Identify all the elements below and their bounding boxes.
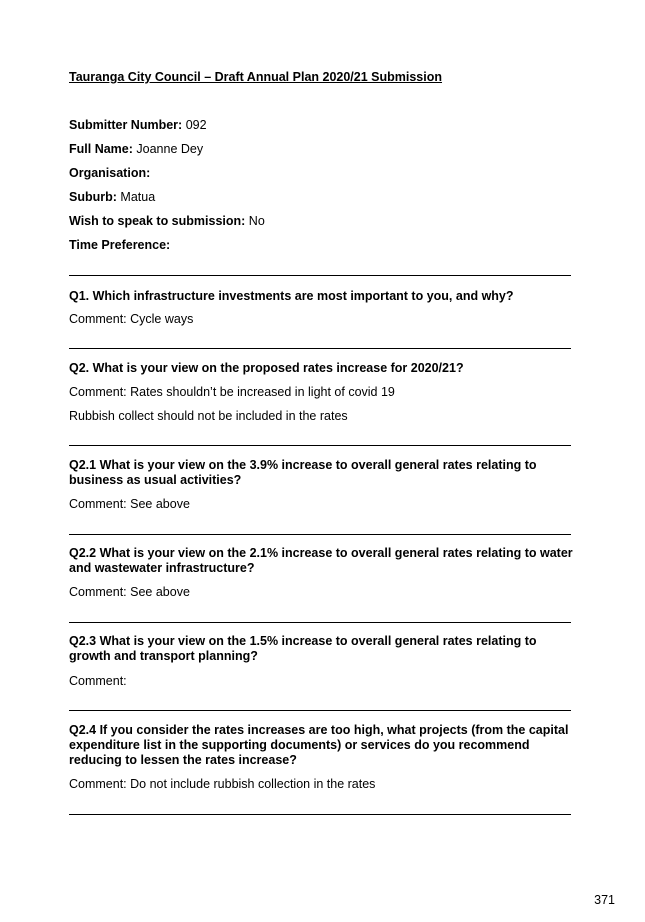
field-label: Full Name: bbox=[69, 142, 133, 156]
question-q2-2: Q2.2 What is your view on the 2.1% increase to overall general rates relating to water and wastewater infrastructure? bbox=[69, 546, 573, 575]
field-suburb bbox=[69, 190, 155, 205]
field-label: Wish to speak to submission: bbox=[69, 214, 246, 228]
field-label: Time Preference: bbox=[69, 238, 171, 252]
field-label: Submitter Number: bbox=[69, 118, 183, 132]
comment-q1: Comment: Cycle ways bbox=[69, 312, 194, 326]
field-submitter-number bbox=[69, 118, 207, 133]
field-value: No bbox=[248, 214, 265, 228]
page-number: 371 bbox=[594, 893, 615, 907]
comment-q2: Comment: Rates shouldn’t be increased in light of covid 19 bbox=[69, 385, 395, 399]
field-label: Organisation: bbox=[69, 166, 151, 180]
comment-q2-1: Comment: See above bbox=[69, 497, 190, 511]
field-label: Suburb: bbox=[69, 190, 117, 204]
field-value: 092 bbox=[185, 118, 207, 132]
field-value: Joanne Dey bbox=[136, 142, 204, 156]
divider bbox=[69, 275, 571, 276]
field-value: Matua bbox=[120, 190, 156, 204]
document-title: Tauranga City Council – Draft Annual Plan 2020/21 Submission bbox=[69, 70, 443, 84]
question-q2-3: Q2.3 What is your view on the 1.5% increase to overall general rates relating to growth and transport planning? bbox=[69, 634, 537, 663]
question-q1: Q1. Which infrastructure investments are most important to you, and why? bbox=[69, 289, 514, 303]
divider bbox=[69, 348, 571, 349]
divider bbox=[69, 445, 571, 446]
field-full-name bbox=[69, 142, 203, 157]
divider bbox=[69, 710, 571, 711]
question-q2-1: Q2.1 What is your view on the 3.9% increase to overall general rates relating to business as usual activities? bbox=[69, 458, 537, 487]
comment-q2-3: Comment: bbox=[69, 674, 127, 688]
field-organisation bbox=[69, 166, 150, 181]
question-q2-4: Q2.4 If you consider the rates increases are too high, what projects (from the capital expenditure list in the supporting documents) or services do you recommend reducing to lessen the rates increase? bbox=[69, 723, 569, 767]
field-wish-to-speak bbox=[69, 214, 265, 229]
divider bbox=[69, 814, 571, 815]
divider bbox=[69, 622, 571, 623]
field-time-preference bbox=[69, 238, 170, 253]
question-q2: Q2. What is your view on the proposed rates increase for 2020/21? bbox=[69, 361, 464, 375]
comment-q2-4: Comment: Do not include rubbish collection in the rates bbox=[69, 777, 376, 791]
comment-q2-line2: Rubbish collect should not be included in the rates bbox=[69, 409, 348, 423]
divider bbox=[69, 534, 571, 535]
comment-q2-2: Comment: See above bbox=[69, 585, 190, 599]
